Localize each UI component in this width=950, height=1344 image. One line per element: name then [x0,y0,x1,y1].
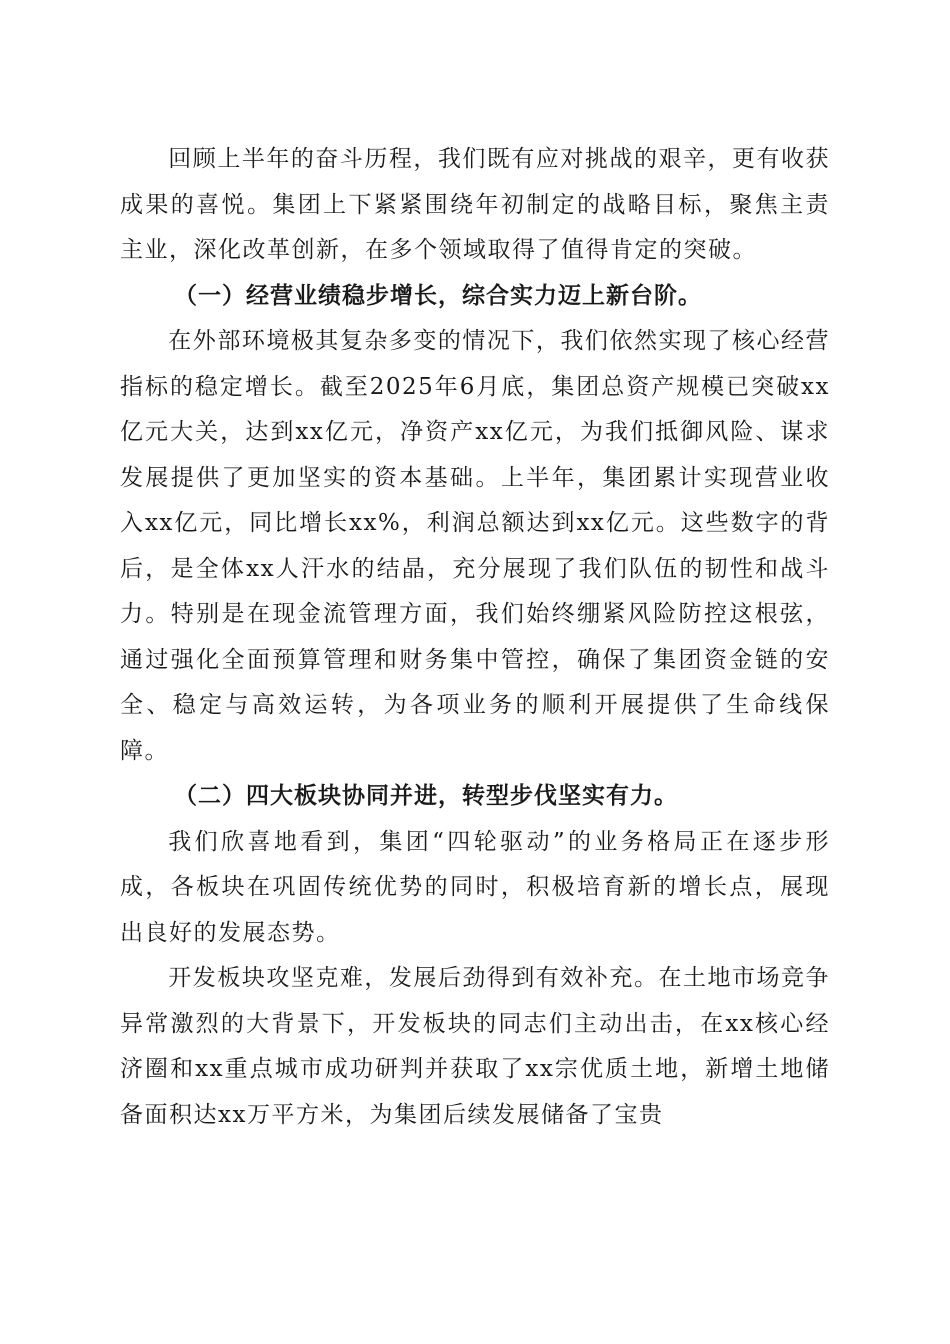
paragraph-operating-results: 在外部环境极其复杂多变的情况下，我们依然实现了核心经营指标的稳定增长。截至2025年6月底，集团总资产规模已突破xx亿元大关，达到xx亿元，净资产xx亿元，为我们抵御风险、谋求发展提供了更加坚实的资本基础。上半年，集团累计实现营业收入xx亿元，同比增长xx%，利润总额达到xx亿元。这些数字的背后，是全体xx人汗水的结晶，充分展现了我们队伍的韧性和战斗力。特别是在现金流管理方面，我们始终绷紧风险防控这根弦，通过强化全面预算管理和财务集中管控，确保了集团资金链的安全、稳定与高效运转，为各项业务的顺利开展提供了生命线保障。 [120,328,830,764]
document-body [120,137,830,1138]
paragraph-four-sectors: 我们欣喜地看到，集团“四轮驱动”的业务格局正在逐步形成，各板块在巩固传统优势的同时，积极培育新的增长点，展现出良好的发展态势。 [120,828,830,946]
paragraph-development-sector: 开发板块攻坚克难，发展后劲得到有效补充。在土地市场竞争异常激烈的大背景下，开发板块的同志们主动出击，在xx核心经济圈和xx重点城市成功研判并获取了xx宗优质土地，新增土地储备面积达xx万平方米，为集团后续发展储备了宝贵 [120,965,830,1128]
section-heading-2: （二）四大板块协同并进，转型步伐坚实有力。 [174,783,678,809]
section-heading-1: （一）经营业绩稳步增长，综合实力迈上新台阶。 [174,282,702,309]
paragraph-review: 回顾上半年的奋斗历程，我们既有应对挑战的艰辛，更有收获成果的喜悦。集团上下紧紧围绕年初制定的战略目标，聚焦主责主业，深化改革创新，在多个领域取得了值得肯定的突破。 [120,146,830,263]
